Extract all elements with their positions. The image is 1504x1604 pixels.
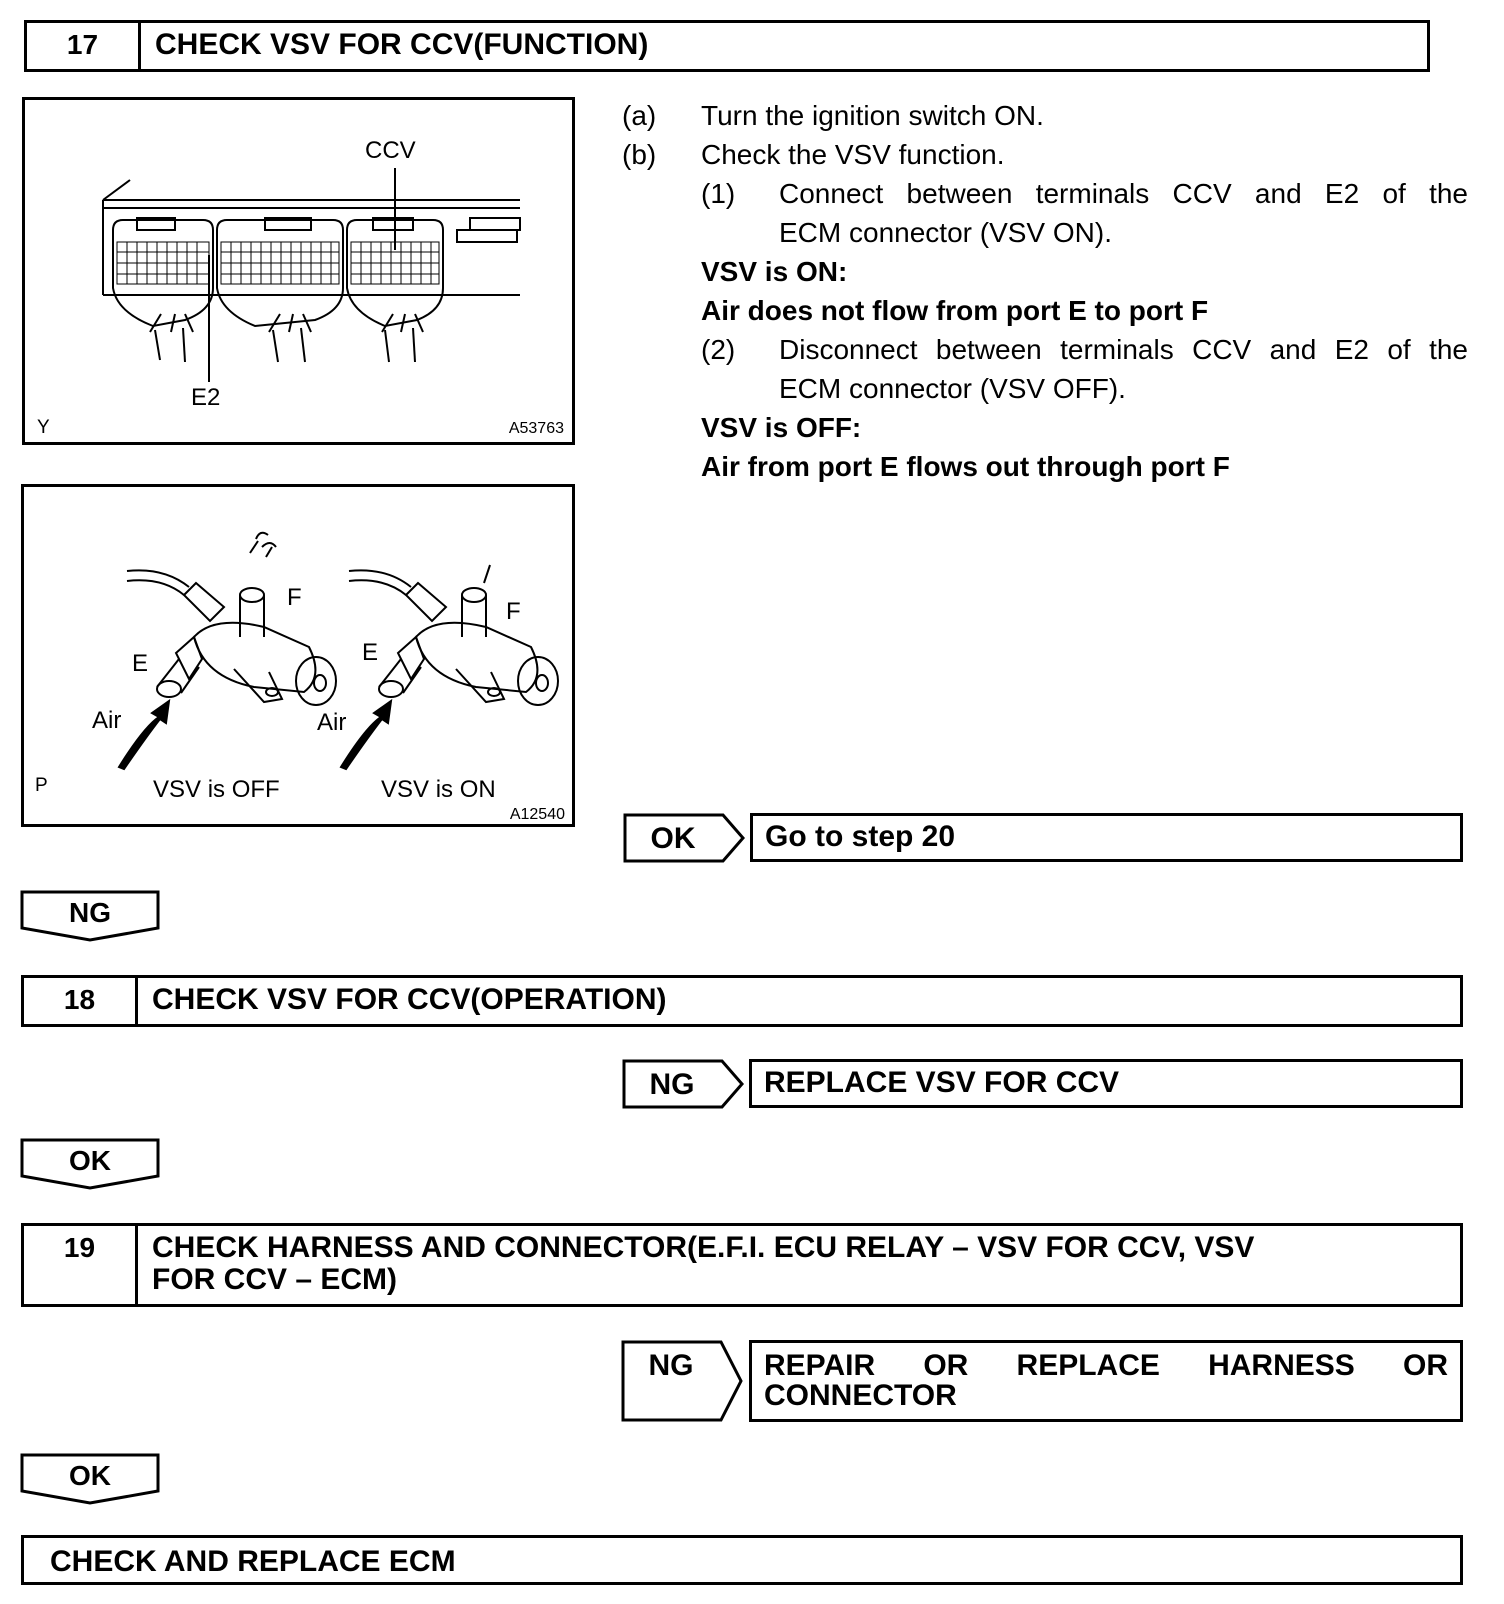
instruction-a-text: Turn the ignition switch ON. bbox=[701, 100, 1044, 131]
ok-down-label: OK bbox=[69, 1460, 111, 1491]
air-label-right: Air bbox=[317, 709, 347, 736]
vsv-on-title: VSV is ON: bbox=[701, 256, 848, 287]
step-17-header bbox=[24, 20, 1430, 72]
instruction-b-marker: (b) bbox=[622, 139, 657, 170]
ok-down-tag bbox=[20, 1138, 160, 1190]
ng-result-line2: CONNECTOR bbox=[764, 1379, 957, 1412]
substep-2-line2: ECM connector (VSV OFF). bbox=[779, 373, 1126, 404]
ng-label: NG bbox=[648, 1349, 694, 1382]
ng-result-line1: REPAIR OR REPLACE HARNESS OR bbox=[764, 1349, 1448, 1382]
figure-code: A53763 bbox=[508, 420, 564, 437]
e2-label: E2 bbox=[191, 384, 221, 411]
ok-down-tag bbox=[20, 1453, 160, 1505]
final-action-box bbox=[21, 1535, 1463, 1585]
vsv-on-result: Air does not flow from port E to port F bbox=[701, 295, 1209, 326]
step-number: 18 bbox=[24, 978, 138, 1024]
port-e-label-left: E bbox=[132, 650, 149, 677]
ng-down-label: NG bbox=[69, 897, 111, 928]
vsv-off-title: VSV is OFF: bbox=[701, 412, 862, 443]
vsv-illustration bbox=[24, 487, 572, 824]
vsv-figure bbox=[21, 484, 575, 827]
substep-2-marker: (2) bbox=[701, 334, 736, 365]
port-f-label-left: F bbox=[287, 584, 302, 611]
vsv-off-result: Air from port E flows out through port F bbox=[701, 451, 1230, 482]
step-title bbox=[152, 1226, 1450, 1296]
step-title: CHECK VSV FOR CCV(FUNCTION) bbox=[155, 28, 649, 61]
substep-2-line1: Disconnect between terminals CCV and E2 of the bbox=[779, 334, 1468, 365]
step-number: 19 bbox=[24, 1226, 138, 1304]
final-action-title: CHECK AND REPLACE ECM bbox=[50, 1545, 456, 1578]
step-19-header bbox=[21, 1223, 1463, 1307]
figure-code: A12540 bbox=[509, 806, 565, 823]
ng-down-tag bbox=[20, 890, 160, 942]
step-title: CHECK VSV FOR CCV(OPERATION) bbox=[152, 983, 667, 1016]
step-number: 17 bbox=[27, 23, 141, 69]
ok-down-label: OK bbox=[69, 1145, 111, 1176]
caption-vsv-on: VSV is ON bbox=[381, 776, 496, 803]
ecm-connector-illustration bbox=[25, 100, 572, 442]
caption-vsv-off: VSV is OFF bbox=[153, 776, 280, 803]
air-label-left: Air bbox=[92, 707, 122, 734]
figure-corner-letter: P bbox=[35, 775, 48, 796]
ng-result-box: REPLACE VSV FOR CCV bbox=[749, 1059, 1463, 1108]
substep-1-line2: ECM connector (VSV ON). bbox=[779, 217, 1112, 248]
step-title-line1: CHECK HARNESS AND CONNECTOR(E.F.I. ECU RELAY – VSV FOR CCV, VSV bbox=[152, 1231, 1255, 1264]
ng-result-box bbox=[749, 1340, 1463, 1422]
ng-label: NG bbox=[649, 1068, 695, 1101]
ok-label: OK bbox=[650, 822, 696, 855]
step-18-header bbox=[21, 975, 1463, 1027]
instruction-b-text: Check the VSV function. bbox=[701, 139, 1005, 170]
substep-1-line1: Connect between terminals CCV and E2 of the bbox=[779, 178, 1468, 209]
ng-branch-tag bbox=[622, 1059, 744, 1109]
substep-1-marker: (1) bbox=[701, 178, 736, 209]
ng-branch-tag bbox=[621, 1340, 743, 1422]
ecm-connector-figure bbox=[22, 97, 575, 445]
port-f-label-right: F bbox=[506, 598, 521, 625]
ccv-label: CCV bbox=[365, 137, 416, 164]
instruction-a-marker: (a) bbox=[622, 100, 657, 131]
figure-corner-letter: Y bbox=[37, 417, 50, 438]
ok-branch-tag bbox=[623, 813, 745, 863]
ok-result-box: Go to step 20 bbox=[750, 813, 1463, 862]
step-title-line2: FOR CCV – ECM) bbox=[152, 1263, 398, 1296]
port-e-label-right: E bbox=[362, 639, 379, 666]
